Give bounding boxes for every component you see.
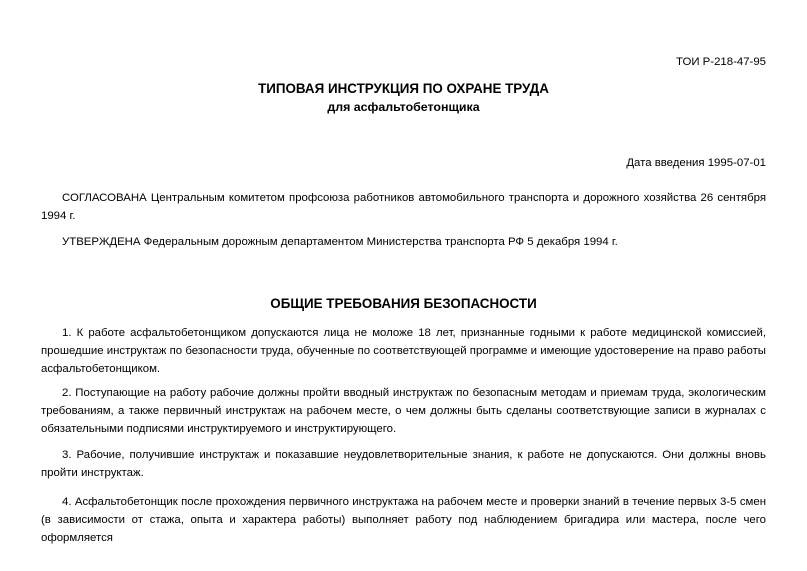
section-heading: ОБЩИЕ ТРЕБОВАНИЯ БЕЗОПАСНОСТИ — [270, 296, 537, 311]
paragraph-4: 4. Асфальтобетонщик после прохождения первичного инструктажа на рабочем месте и проверки знаний в течение первых 3-5 смен (в зависимости от стажа, опыта и характера работы) выполняет работу под наблюдением бригадира или мастера, после чего оформляется — [41, 496, 766, 544]
paragraph-1: 1. К работе асфальтобетонщиком допускаются лица не моложе 18 лет, признанные годными к работе медицинской комиссией, прошедшие инструктаж по безопасности труда, обученные по соответствующей программе и имеющие удостоверение на право работы асфальтобетонщиком. — [41, 327, 766, 375]
approved-paragraph: УТВЕРЖДЕНА Федеральным дорожным департаментом Министерства транспорта РФ 5 декабря 1994 г. — [62, 236, 618, 248]
paragraph-3: 3. Рабочие, получившие инструктаж и показавшие неудовлетворительные знания, к работе не допускаются. Они должны вновь пройти инструктаж. — [41, 449, 766, 479]
document-title: ТИПОВАЯ ИНСТРУКЦИЯ ПО ОХРАНЕ ТРУДА — [258, 81, 549, 96]
document-subtitle: для асфальтобетонщика — [327, 100, 480, 114]
introduction-date: Дата введения 1995-07-01 — [626, 157, 766, 169]
document-code: ТОИ Р-218-47-95 — [676, 56, 766, 68]
paragraph-2: 2. Поступающие на работу рабочие должны пройти вводный инструктаж по безопасным методам и приемам труда, экологическим требованиям, а также первичный инструктаж на рабочем месте, о чем должны быть сделаны соответствующие записи в журналах с обязательными подписями инструктируемого и инструктирующего. — [41, 387, 766, 435]
agreed-paragraph: СОГЛАСОВАНА Центральным комитетом профсоюза работников автомобильного транспорта и дорожного хозяйства 26 сентября 1994 г. — [41, 192, 766, 222]
